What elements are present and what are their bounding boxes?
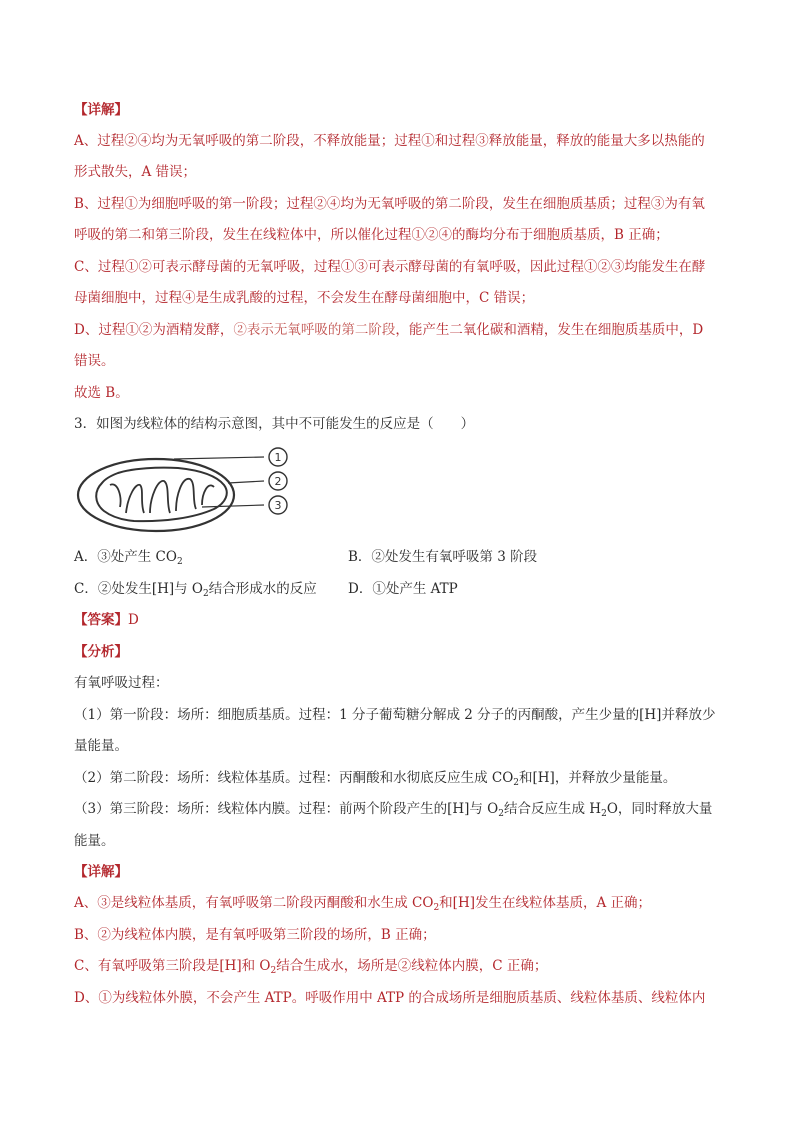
explain-b-line2: 呼吸的第二和第三阶段，发生在线粒体中，所以催化过程①②④的酶均分布于细胞质基质，B 正确；: [74, 227, 669, 243]
section1-heading: 【详解】: [74, 102, 128, 118]
answer-value: D: [128, 612, 139, 628]
stage3-text-mid: 结合反应生成 H: [504, 801, 602, 817]
stage3-text: （3）第三阶段：场所：线粒体内膜。过程：前两个阶段产生的[H]与 O: [74, 801, 499, 817]
analysis-stage3-line2: 能量。: [74, 833, 115, 849]
explain2-c: [74, 956, 734, 976]
explain-d-part1: D、过程①②为酒精发酵，: [74, 322, 234, 338]
explain-b-line1: B、过程①为细胞呼吸的第一阶段；过程②④均为无氧呼吸的第二阶段，发生在细胞质基质；过程③为有氧: [74, 196, 705, 212]
explain2-a-text-end: 和[H]发生在线粒体基质，A 正确；: [439, 895, 652, 911]
option-a: [74, 547, 183, 567]
analysis-intro: 有氧呼吸过程：: [74, 675, 169, 691]
option-c-sub: 2: [203, 589, 209, 599]
option-a-sub: 2: [176, 557, 183, 567]
explain-d-line1: [74, 320, 734, 340]
stage2-text-end: 和[H]，并释放少量能量。: [519, 770, 677, 786]
explain-c-line1: C、过程①②可表示酵母菌的无氧呼吸，过程①③可表示酵母菌的有氧呼吸，因此过程①②③均能发生在酵: [74, 259, 706, 275]
diagram-label-1: 1: [274, 451, 282, 464]
explain2-a-text: A、③是线粒体基质，有氧呼吸第二阶段丙酮酸和水生成 CO: [74, 895, 434, 911]
explain2-b: B、②为线粒体内膜，是有氧呼吸第三阶段的场所，B 正确；: [74, 927, 436, 943]
choice-line: 故选 B。: [74, 385, 129, 401]
explain2-d: D、①为线粒体外膜，不会产生 ATP。呼吸作用中 ATP 的合成场所是细胞质基质、线粒体基质、线粒体内: [74, 990, 706, 1006]
analysis-stage3-line1: [74, 799, 734, 819]
explain2-a: [74, 893, 734, 913]
explain-a-line2: 形式散失，A 错误；: [74, 164, 197, 180]
explain-d-highlight: ②表示无氧呼吸的第二阶段: [233, 322, 396, 338]
explain-d-line2: 错误。: [74, 353, 115, 369]
mitochondrion-diagram: [74, 445, 304, 540]
explain-d-part3: ，能产生二氧化碳和酒精，发生在细胞质基质中，D: [395, 322, 704, 338]
cristae: [110, 479, 214, 513]
analysis-stage1-line1: （1）第一阶段：场所：细胞质基质。过程：1 分子葡萄糖分解成 2 分子的丙酮酸，产生少量的[H]并释放少: [74, 707, 716, 723]
section2-heading: 【详解】: [74, 864, 128, 880]
option-c-text: C．②处发生[H]与 O: [74, 581, 203, 597]
stage2-text: （2）第二阶段：场所：线粒体基质。过程：丙酮酸和水彻底反应生成 CO: [74, 770, 514, 786]
explain-a-line1: A、过程②④均为无氧呼吸的第二阶段，不释放能量；过程①和过程③释放能量，释放的能量大多以热能的: [74, 133, 705, 149]
option-d: D．①处产生 ATP: [348, 581, 458, 597]
stage3-sub2: 2: [601, 809, 607, 819]
explain2-c-text: C、有氧呼吸第三阶段是[H]和 O: [74, 958, 271, 974]
question-stem: 3．如图为线粒体的结构示意图，其中不可能发生的反应是（ ）: [74, 416, 475, 432]
analysis-stage2: [74, 768, 734, 788]
option-a-text: A．③处产生 CO: [74, 549, 177, 565]
explain2-a-sub: 2: [433, 903, 440, 913]
option-b: B．②处发生有氧呼吸第 3 阶段: [348, 549, 538, 565]
diagram-label-2: 2: [274, 475, 282, 488]
answer-line: [74, 610, 734, 630]
option-c: [74, 579, 317, 599]
stage3-sub: 2: [498, 809, 504, 819]
explain2-c-sub: 2: [270, 966, 277, 976]
analysis-stage1-line2: 量能量。: [74, 738, 128, 754]
explain2-c-text-end: 结合生成水，场所是②线粒体内膜，C 正确；: [276, 958, 548, 974]
stage3-text-end: O，同时释放大量: [606, 801, 713, 817]
option-c-text-end: 结合形成水的反应: [208, 581, 317, 597]
analysis-heading: 【分析】: [74, 644, 128, 660]
diagram-label-3: 3: [274, 499, 282, 512]
answer-label: 【答案】: [74, 612, 128, 628]
stage2-sub: 2: [513, 778, 520, 788]
explain-c-line2: 母菌细胞中，过程④是生成乳酸的过程，不会发生在酵母菌细胞中，C 错误；: [74, 290, 535, 306]
inner-membrane: [96, 468, 227, 521]
